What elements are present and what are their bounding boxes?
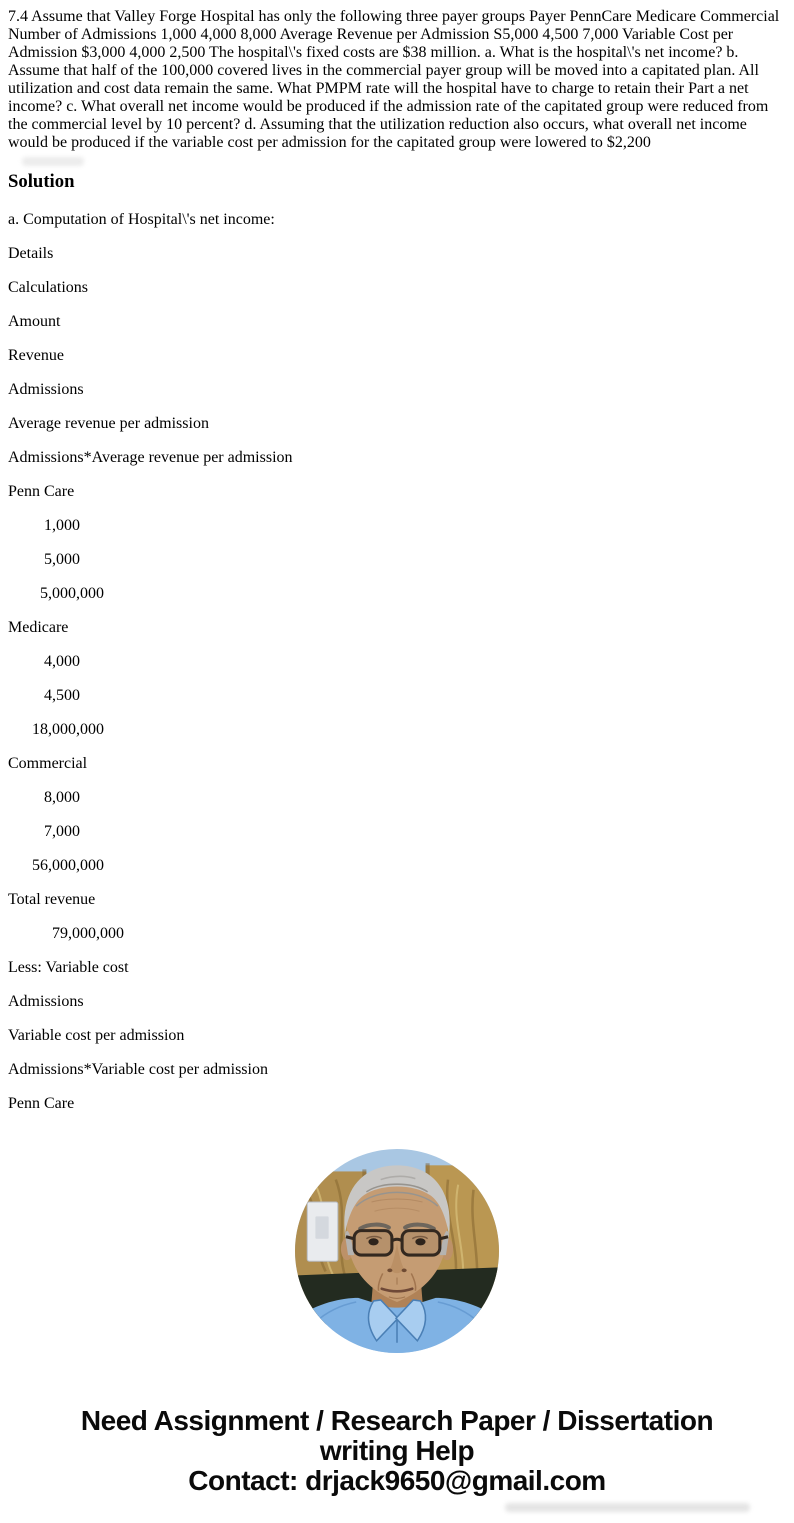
solution-line: 56,000,000 [8,857,104,875]
solution-line: Revenue [8,347,64,365]
solution-line: Admissions [8,993,84,1011]
solution-line: 5,000 [8,551,80,569]
solution-line: Details [8,245,54,263]
solution-line: Average revenue per admission [8,415,209,433]
solution-heading: Solution [8,170,75,192]
solution-line: Calculations [8,279,88,297]
solution-line: 1,000 [8,517,80,535]
solution-line: Variable cost per admission [8,1027,185,1045]
solution-line: Less: Variable cost [8,959,129,977]
tutor-portrait-photo [295,1149,499,1353]
footer-ad-text [8,1406,786,1496]
solution-line: 7,000 [8,823,80,841]
solution-line: 4,000 [8,653,80,671]
solution-line: Total revenue [8,891,96,909]
solution-line: Amount [8,313,61,331]
footer-line: Need Assignment / Research Paper / Dissertation [80,1405,714,1437]
watermark-smudge [22,157,84,166]
solution-line: 8,000 [8,789,80,807]
solution-line: 18,000,000 [8,721,104,739]
solution-line: 5,000,000 [8,585,104,603]
solution-line: 4,500 [8,687,80,705]
solution-line: Admissions [8,381,84,399]
question-paragraph: 7.4 Assume that Valley Forge Hospital has only the following three payer groups Payer PennCare Medicare Commercial Number of Admissions 1,000 4,000 8,000 Average Revenue per Admission S5,000 4,500 7,000 Variable Cost per Admission $3,000 4,000 2,500 The hospital\'s fixed costs are $38 million. a. What is the hospital\'s net income? b. Assume that half of the 100,000 covered lives in the commercial payer group will be moved into a capitated plan. All utilization and cost data remain the same. What PMPM rate will the hospital have to charge to retain their Part a net income? c. What overall net income would be produced if the admission rate of the capitated group were reduced from the commercial level by 10 percent? d. Assuming that the utilization reduction also occurs, what overall net income would be produced if the variable cost per admission for the capitated group were lowered to $2,200 [8,8,780,151]
watermark-smudge [505,1503,750,1512]
solution-line: Commercial [8,755,88,773]
portrait-photo-wrapper [8,1149,786,1358]
solution-line: Admissions*Average revenue per admission [8,449,293,467]
man-portrait-illustration [295,1149,499,1353]
solution-line: Penn Care [8,1095,75,1113]
solution-line: 79,000,000 [8,925,124,943]
solution-lines [8,211,786,1113]
solution-line: a. Computation of Hospital\'s net income: [8,211,275,229]
footer-line: Contact: drjack9650@gmail.com [188,1465,606,1497]
solution-line: Penn Care [8,483,75,501]
footer-line: writing Help [319,1435,475,1467]
solution-line: Medicare [8,619,69,637]
solution-line: Admissions*Variable cost per admission [8,1061,268,1079]
